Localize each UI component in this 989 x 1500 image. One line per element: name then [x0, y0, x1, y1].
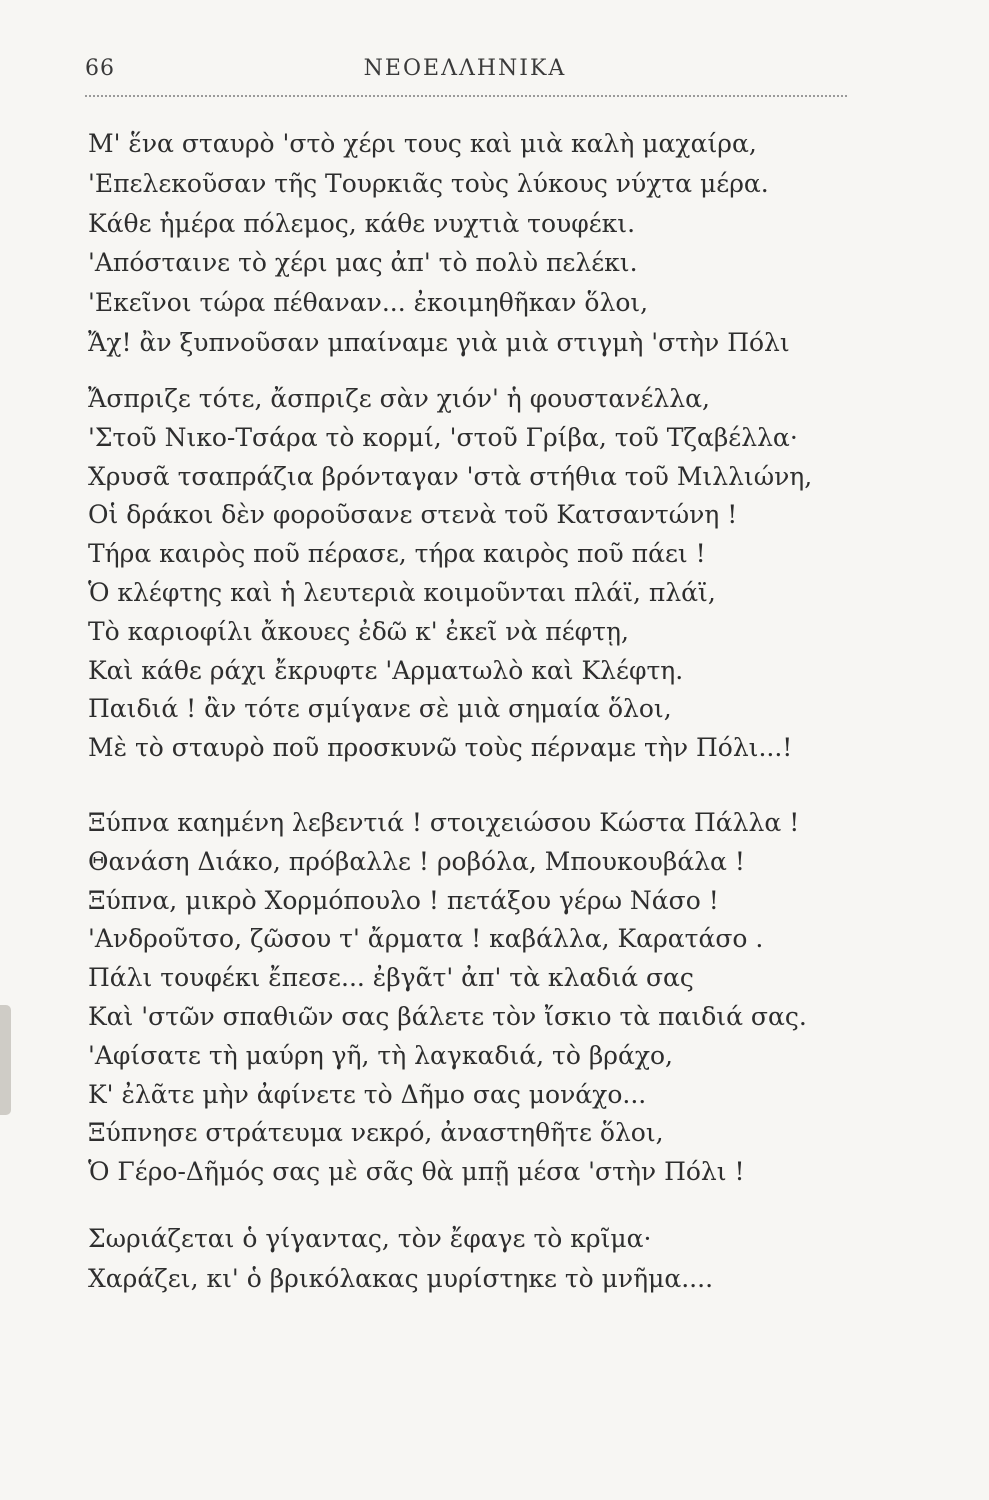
- verse-line: Μ' ἕνα σταυρὸ 'στὸ χέρι τους καὶ μιὰ καλὴ μαχαίρα,: [88, 129, 757, 158]
- verse-line: Ἄσπριζε τότε, ἄσπριζε σὰν χιόν' ἡ φουστανέλλα,: [88, 384, 710, 413]
- verse-line: Ἄχ! ἂν ξυπνοῦσαν μπαίναμε γιὰ μιὰ στιγμὴ 'στὴν Πόλι: [88, 327, 790, 357]
- verse-line: Σωριάζεται ὁ γίγαντας, τὸν ἔφαγε τὸ κρῖμα·: [88, 1224, 652, 1253]
- verse-line: Ξύπνα, μικρὸ Χορμόπουλο ! πετάξου γέρω Νάσο !: [88, 885, 719, 915]
- verse-line: Κ' ἐλᾶτε μὴν ἀφίνετε τὸ Δῆμο σας μονάχο...: [88, 1079, 647, 1109]
- verse-line: Καὶ κάθε ράχι ἔκρυφτε 'Αρματωλὸ καὶ Κλέφτη.: [88, 655, 684, 685]
- verse-line: Μὲ τὸ σταυρὸ ποῦ προσκυνῶ τοὺς πέρναμε τὴν Πόλι...!: [88, 733, 793, 763]
- page-header: [85, 56, 845, 92]
- verse-line: Θανάση Διάκο, πρόβαλλε ! ροβόλα, Μπουκουβάλα !: [88, 846, 745, 876]
- verse-line: Ξύπνησε στράτευμα νεκρό, ἀναστηθῆτε ὅλοι,: [88, 1118, 664, 1148]
- stanza-4: [88, 1219, 888, 1299]
- verse-line: Ξύπνα καημένη λεβεντιά ! στοιχειώσου Κώστα Πάλλα !: [88, 808, 800, 837]
- verse-line: Χαράζει, κι' ὁ βρικόλακας μυρίστηκε τὸ μνῆμα....: [88, 1263, 714, 1293]
- verse-line: Χρυσᾶ τσαπράζια βρόνταγαν 'στὰ στήθια τοῦ Μιλλιώνη,: [88, 461, 813, 491]
- verse-line: Κάθε ἡμέρα πόλεμος, κάθε νυχτιὰ τουφέκι.: [88, 208, 636, 238]
- verse-line: Παιδιά ! ἂν τότε σμίγανε σὲ μιὰ σημαία ὅλοι,: [88, 694, 672, 724]
- verse-line: 'Αφίσατε τὴ μαύρη γῆ, τὴ λαγκαδιά, τὸ βράχο,: [88, 1040, 673, 1070]
- binding-edge-mark: [0, 1005, 11, 1115]
- header-rule: [85, 95, 847, 97]
- verse-line: 'Στοῦ Νικο-Τσάρα τὸ κορμί, 'στοῦ Γρίβα, τοῦ Τζαβέλλα·: [88, 422, 798, 452]
- stanza-2: [88, 380, 888, 768]
- stanza-3: [88, 804, 888, 1192]
- verse-line: Οἱ δράκοι δὲν φοροῦσανε στενὰ τοῦ Κατσαντώνη !: [88, 500, 738, 530]
- verse-line: 'Απόσταινε τὸ χέρι μας ἀπ' τὸ πολὺ πελέκι.: [88, 248, 638, 278]
- verse-line: 'Επελεκοῦσαν τῆς Τουρκιᾶς τοὺς λύκους νύχτα μέρα.: [88, 168, 769, 198]
- verse-line: Τὸ καριοφίλι ἄκουες ἐδῶ κ' ἐκεῖ νὰ πέφτῃ,: [88, 616, 629, 646]
- verse-line: Ὁ κλέφτης καὶ ἡ λευτεριὰ κοιμοῦνται πλάϊ, πλάϊ,: [88, 577, 716, 607]
- verse-line: Καὶ 'στῶν σπαθιῶν σας βάλετε τὸν ἴσκιο τὰ παιδιά σας.: [88, 1001, 807, 1031]
- verse-line: Τήρα καιρὸς ποῦ πέρασε, τήρα καιρὸς ποῦ πάει !: [88, 539, 706, 569]
- verse-line: Πάλι τουφέκι ἔπεσε... ἐβγᾶτ' ἀπ' τὰ κλαδιά σας: [88, 963, 694, 993]
- verse-line: 'Ανδροῦτσο, ζῶσου τ' ἄρματα ! καβάλλα, Καρατάσο .: [88, 924, 764, 954]
- verse-line: Ὁ Γέρο-Δῆμός σας μὲ σᾶς θὰ μπῇ μέσα 'στὴν Πόλι !: [88, 1157, 745, 1187]
- verse-line: 'Εκεῖνοι τώρα πέθαναν... ἐκοιμηθῆκαν ὅλοι,: [88, 288, 649, 318]
- page-number: 66: [85, 56, 115, 81]
- stanza-1: [88, 124, 888, 363]
- running-title: ΝΕΟΕΛΛΗΝΙΚΑ: [363, 56, 567, 81]
